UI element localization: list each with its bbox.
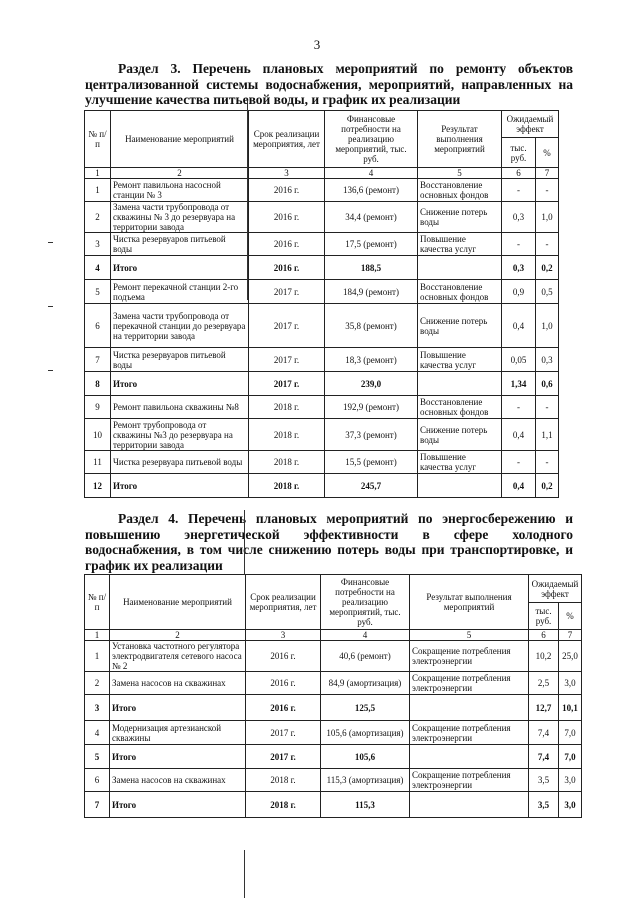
finance-cell: 17,5 (ремонт) [325,233,418,256]
effect-rub-cell: 1,34 [502,372,536,396]
section4-title [85,511,573,573]
finance-cell: 15,5 (ремонт) [325,451,418,474]
term-cell: 2016 г. [249,233,325,256]
effect-pct-cell: 25,0 [559,641,582,672]
col-number: 6 [529,630,559,641]
scan-fold-line [247,100,248,300]
header-effect: Ожидаемый эффект [502,111,559,138]
finance-cell: 40,6 (ремонт) [321,641,410,672]
term-cell: 2018 г. [249,451,325,474]
term-cell: 2016 г. [249,202,325,233]
effect-pct-cell: - [536,179,559,202]
effect-rub-cell: - [502,233,536,256]
total-row [85,474,559,498]
event-name-cell: Итого [110,745,246,769]
term-cell: 2016 г. [246,672,321,695]
event-name-cell: Чистка резервуаров питьевой воды [111,348,249,372]
col-number: 5 [410,630,529,641]
effect-rub-cell: 12,7 [529,695,559,721]
term-cell: 2016 г. [249,179,325,202]
section4-title-line: повышению энергетической эффективности в сфере холодного [85,526,573,542]
event-name-cell: Итого [111,372,249,396]
effect-pct-cell: 7,0 [559,721,582,745]
effect-rub-cell: - [502,451,536,474]
event-name-cell: Ремонт павильона насосной станции № 3 [111,179,249,202]
col-number: 2 [110,630,246,641]
table-row [85,304,559,348]
row-number-cell: 4 [85,256,111,280]
section3-table [84,110,559,498]
col-number: 6 [502,168,536,179]
event-name-cell: Итого [110,792,246,818]
event-name-cell: Ремонт трубопровода от скважины №3 до резервуара на территории завода [111,419,249,451]
header-name: Наименование мероприятий [111,111,249,168]
section3-title [85,61,573,108]
finance-cell: 192,9 (ремонт) [325,396,418,419]
effect-rub-cell: 7,4 [529,721,559,745]
total-row [85,372,559,396]
effect-rub-cell: 0,9 [502,280,536,304]
effect-rub-cell: 0,4 [502,474,536,498]
finance-cell: 18,3 (ремонт) [325,348,418,372]
effect-pct-cell: 0,6 [536,372,559,396]
result-cell: Повышение качества услуг [418,348,502,372]
section4-title-line: график их реализации [85,557,223,573]
col-number: 4 [321,630,410,641]
result-cell: Восстановление основных фондов [418,280,502,304]
col-number: 7 [536,168,559,179]
result-cell [418,474,502,498]
term-cell: 2017 г. [246,745,321,769]
effect-pct-cell: 3,0 [559,672,582,695]
table-row [85,419,559,451]
column-numbers-row [85,630,582,641]
header-num: № п/п [85,111,111,168]
finance-cell: 115,3 [321,792,410,818]
effect-rub-cell: - [502,179,536,202]
finance-cell: 37,3 (ремонт) [325,419,418,451]
total-row [85,792,582,818]
effect-rub-cell: 3,5 [529,769,559,792]
row-number-cell: 1 [85,641,110,672]
effect-pct-cell: 0,3 [536,348,559,372]
col-number: 5 [418,168,502,179]
term-cell: 2018 г. [246,792,321,818]
effect-rub-cell: 0,3 [502,256,536,280]
margin-tick [48,306,53,307]
col-number: 1 [85,168,111,179]
result-cell [410,695,529,721]
header-finance: Финансовые потребности на реализацию мероприятий, тыс. руб. [321,575,410,630]
section4-title-line: водоснабжения, в том числе снижению потерь воды при транспортировке, и [85,542,573,557]
effect-rub-cell: 0,4 [502,419,536,451]
finance-cell: 105,6 (амортизация) [321,721,410,745]
term-cell: 2017 г. [249,280,325,304]
finance-cell: 35,8 (ремонт) [325,304,418,348]
finance-cell: 245,7 [325,474,418,498]
header-pct: % [536,138,559,168]
table-row [85,280,559,304]
header-rub: тыс. руб. [529,603,559,630]
event-name-cell: Замена части трубопровода от скважины № 3 до резервуара на территории завода [111,202,249,233]
row-number-cell: 3 [85,233,111,256]
row-number-cell: 8 [85,372,111,396]
effect-pct-cell: 7,0 [559,745,582,769]
row-number-cell: 1 [85,179,111,202]
table-row [85,202,559,233]
effect-pct-cell: - [536,451,559,474]
table-row [85,348,559,372]
header-num: № п/п [85,575,110,630]
total-row [85,256,559,280]
effect-pct-cell: 1,1 [536,419,559,451]
finance-cell: 136,6 (ремонт) [325,179,418,202]
result-cell: Сокращение потребления электроэнергии [410,641,529,672]
result-cell [418,372,502,396]
effect-rub-cell: - [502,396,536,419]
effect-rub-cell: 0,05 [502,348,536,372]
section3-title-line: Раздел 3. Перечень плановых мероприятий по ремонту объектов [118,61,573,76]
margin-tick [48,242,53,243]
term-cell: 2016 г. [249,256,325,280]
effect-rub-cell: 7,4 [529,745,559,769]
finance-cell: 115,3 (амортизация) [321,769,410,792]
event-name-cell: Чистка резервуара питьевой воды [111,451,249,474]
finance-cell: 239,0 [325,372,418,396]
header-result: Результат выполнения мероприятий [410,575,529,630]
finance-cell: 188,5 [325,256,418,280]
term-cell: 2017 г. [246,721,321,745]
effect-rub-cell: 10,2 [529,641,559,672]
col-number: 2 [111,168,249,179]
event-name-cell: Установка частотного регулятора электродвигателя сетевого насоса № 2 [110,641,246,672]
header-result: Результат выполнения мероприятий [418,111,502,168]
section3-title-line: централизованной системы водоснабжения, мероприятий, направленных на [85,76,573,92]
total-row [85,745,582,769]
table-row [85,233,559,256]
section4-title-line: Раздел 4. Перечень плановых мероприятий по энергосбережению и [118,511,573,526]
table-row [85,451,559,474]
row-number-cell: 11 [85,451,111,474]
finance-cell: 105,6 [321,745,410,769]
term-cell: 2016 г. [246,695,321,721]
result-cell: Снижение потерь воды [418,419,502,451]
total-row [85,695,582,721]
row-number-cell: 4 [85,721,110,745]
effect-rub-cell: 0,3 [502,202,536,233]
event-name-cell: Замена насосов на скважинах [110,672,246,695]
event-name-cell: Итого [110,695,246,721]
effect-rub-cell: 0,4 [502,304,536,348]
term-cell: 2016 г. [246,641,321,672]
effect-pct-cell: 3,0 [559,792,582,818]
row-number-cell: 7 [85,348,111,372]
col-number: 7 [559,630,582,641]
row-number-cell: 2 [85,202,111,233]
event-name-cell: Итого [111,256,249,280]
table-row [85,721,582,745]
table-row [85,641,582,672]
col-number: 3 [249,168,325,179]
term-cell: 2018 г. [249,419,325,451]
result-cell: Повышение качества услуг [418,233,502,256]
term-cell: 2017 г. [249,304,325,348]
table-row [85,672,582,695]
row-number-cell: 3 [85,695,110,721]
row-number-cell: 7 [85,792,110,818]
header-pct: % [559,603,582,630]
event-name-cell: Модернизация артезианской скважины [110,721,246,745]
finance-cell: 34,4 (ремонт) [325,202,418,233]
term-cell: 2018 г. [246,769,321,792]
result-cell [418,256,502,280]
effect-pct-cell: - [536,396,559,419]
effect-pct-cell: 3,0 [559,769,582,792]
header-effect: Ожидаемый эффект [529,575,582,603]
effect-pct-cell: 1,0 [536,304,559,348]
event-name-cell: Чистка резервуаров питьевой воды [111,233,249,256]
row-number-cell: 10 [85,419,111,451]
effect-pct-cell: 1,0 [536,202,559,233]
header-finance: Финансовые потребности на реализацию мероприятий, тыс. руб. [325,111,418,168]
term-cell: 2018 г. [249,396,325,419]
table-row [85,769,582,792]
row-number-cell: 9 [85,396,111,419]
col-number: 1 [85,630,110,641]
finance-cell: 84,9 (амортизация) [321,672,410,695]
event-name-cell: Итого [111,474,249,498]
result-cell [410,792,529,818]
row-number-cell: 5 [85,280,111,304]
row-number-cell: 2 [85,672,110,695]
effect-rub-cell: 3,5 [529,792,559,818]
header-name: Наименование мероприятий [110,575,246,630]
effect-pct-cell: 0,2 [536,474,559,498]
margin-tick [48,370,53,371]
effect-pct-cell: 10,1 [559,695,582,721]
result-cell: Снижение потерь воды [418,304,502,348]
table-row [85,396,559,419]
table-row [85,179,559,202]
result-cell: Сокращение потребления электроэнергии [410,721,529,745]
result-cell: Повышение качества услуг [418,451,502,474]
effect-rub-cell: 2,5 [529,672,559,695]
header-rub: тыс. руб. [502,138,536,168]
section3-title-line: улучшение качества питьевой воды, и график их реализации [85,92,461,107]
finance-cell: 125,5 [321,695,410,721]
header-term: Срок реализации мероприятия, лет [246,575,321,630]
result-cell: Снижение потерь воды [418,202,502,233]
result-cell: Восстановление основных фондов [418,179,502,202]
column-numbers-row [85,168,559,179]
col-number: 3 [246,630,321,641]
term-cell: 2018 г. [249,474,325,498]
result-cell: Сокращение потребления электроэнергии [410,769,529,792]
col-number: 4 [325,168,418,179]
effect-pct-cell: - [536,233,559,256]
effect-pct-cell: 0,5 [536,280,559,304]
term-cell: 2017 г. [249,348,325,372]
scan-fold-line [244,850,245,898]
row-number-cell: 5 [85,745,110,769]
page-number: 3 [313,37,321,52]
row-number-cell: 6 [85,304,111,348]
row-number-cell: 6 [85,769,110,792]
result-cell: Сокращение потребления электроэнергии [410,672,529,695]
result-cell [410,745,529,769]
scan-fold-line [244,510,245,575]
row-number-cell: 12 [85,474,111,498]
event-name-cell: Ремонт перекачной станции 2-го подъема [111,280,249,304]
finance-cell: 184,9 (ремонт) [325,280,418,304]
event-name-cell: Замена насосов на скважинах [110,769,246,792]
event-name-cell: Ремонт павильона скважины №8 [111,396,249,419]
section4-table [84,574,582,818]
term-cell: 2017 г. [249,372,325,396]
result-cell: Восстановление основных фондов [418,396,502,419]
effect-pct-cell: 0,2 [536,256,559,280]
event-name-cell: Замена части трубопровода от перекачной станции до резервуара на территории завода [111,304,249,348]
header-term: Срок реализации мероприятия, лет [249,111,325,168]
